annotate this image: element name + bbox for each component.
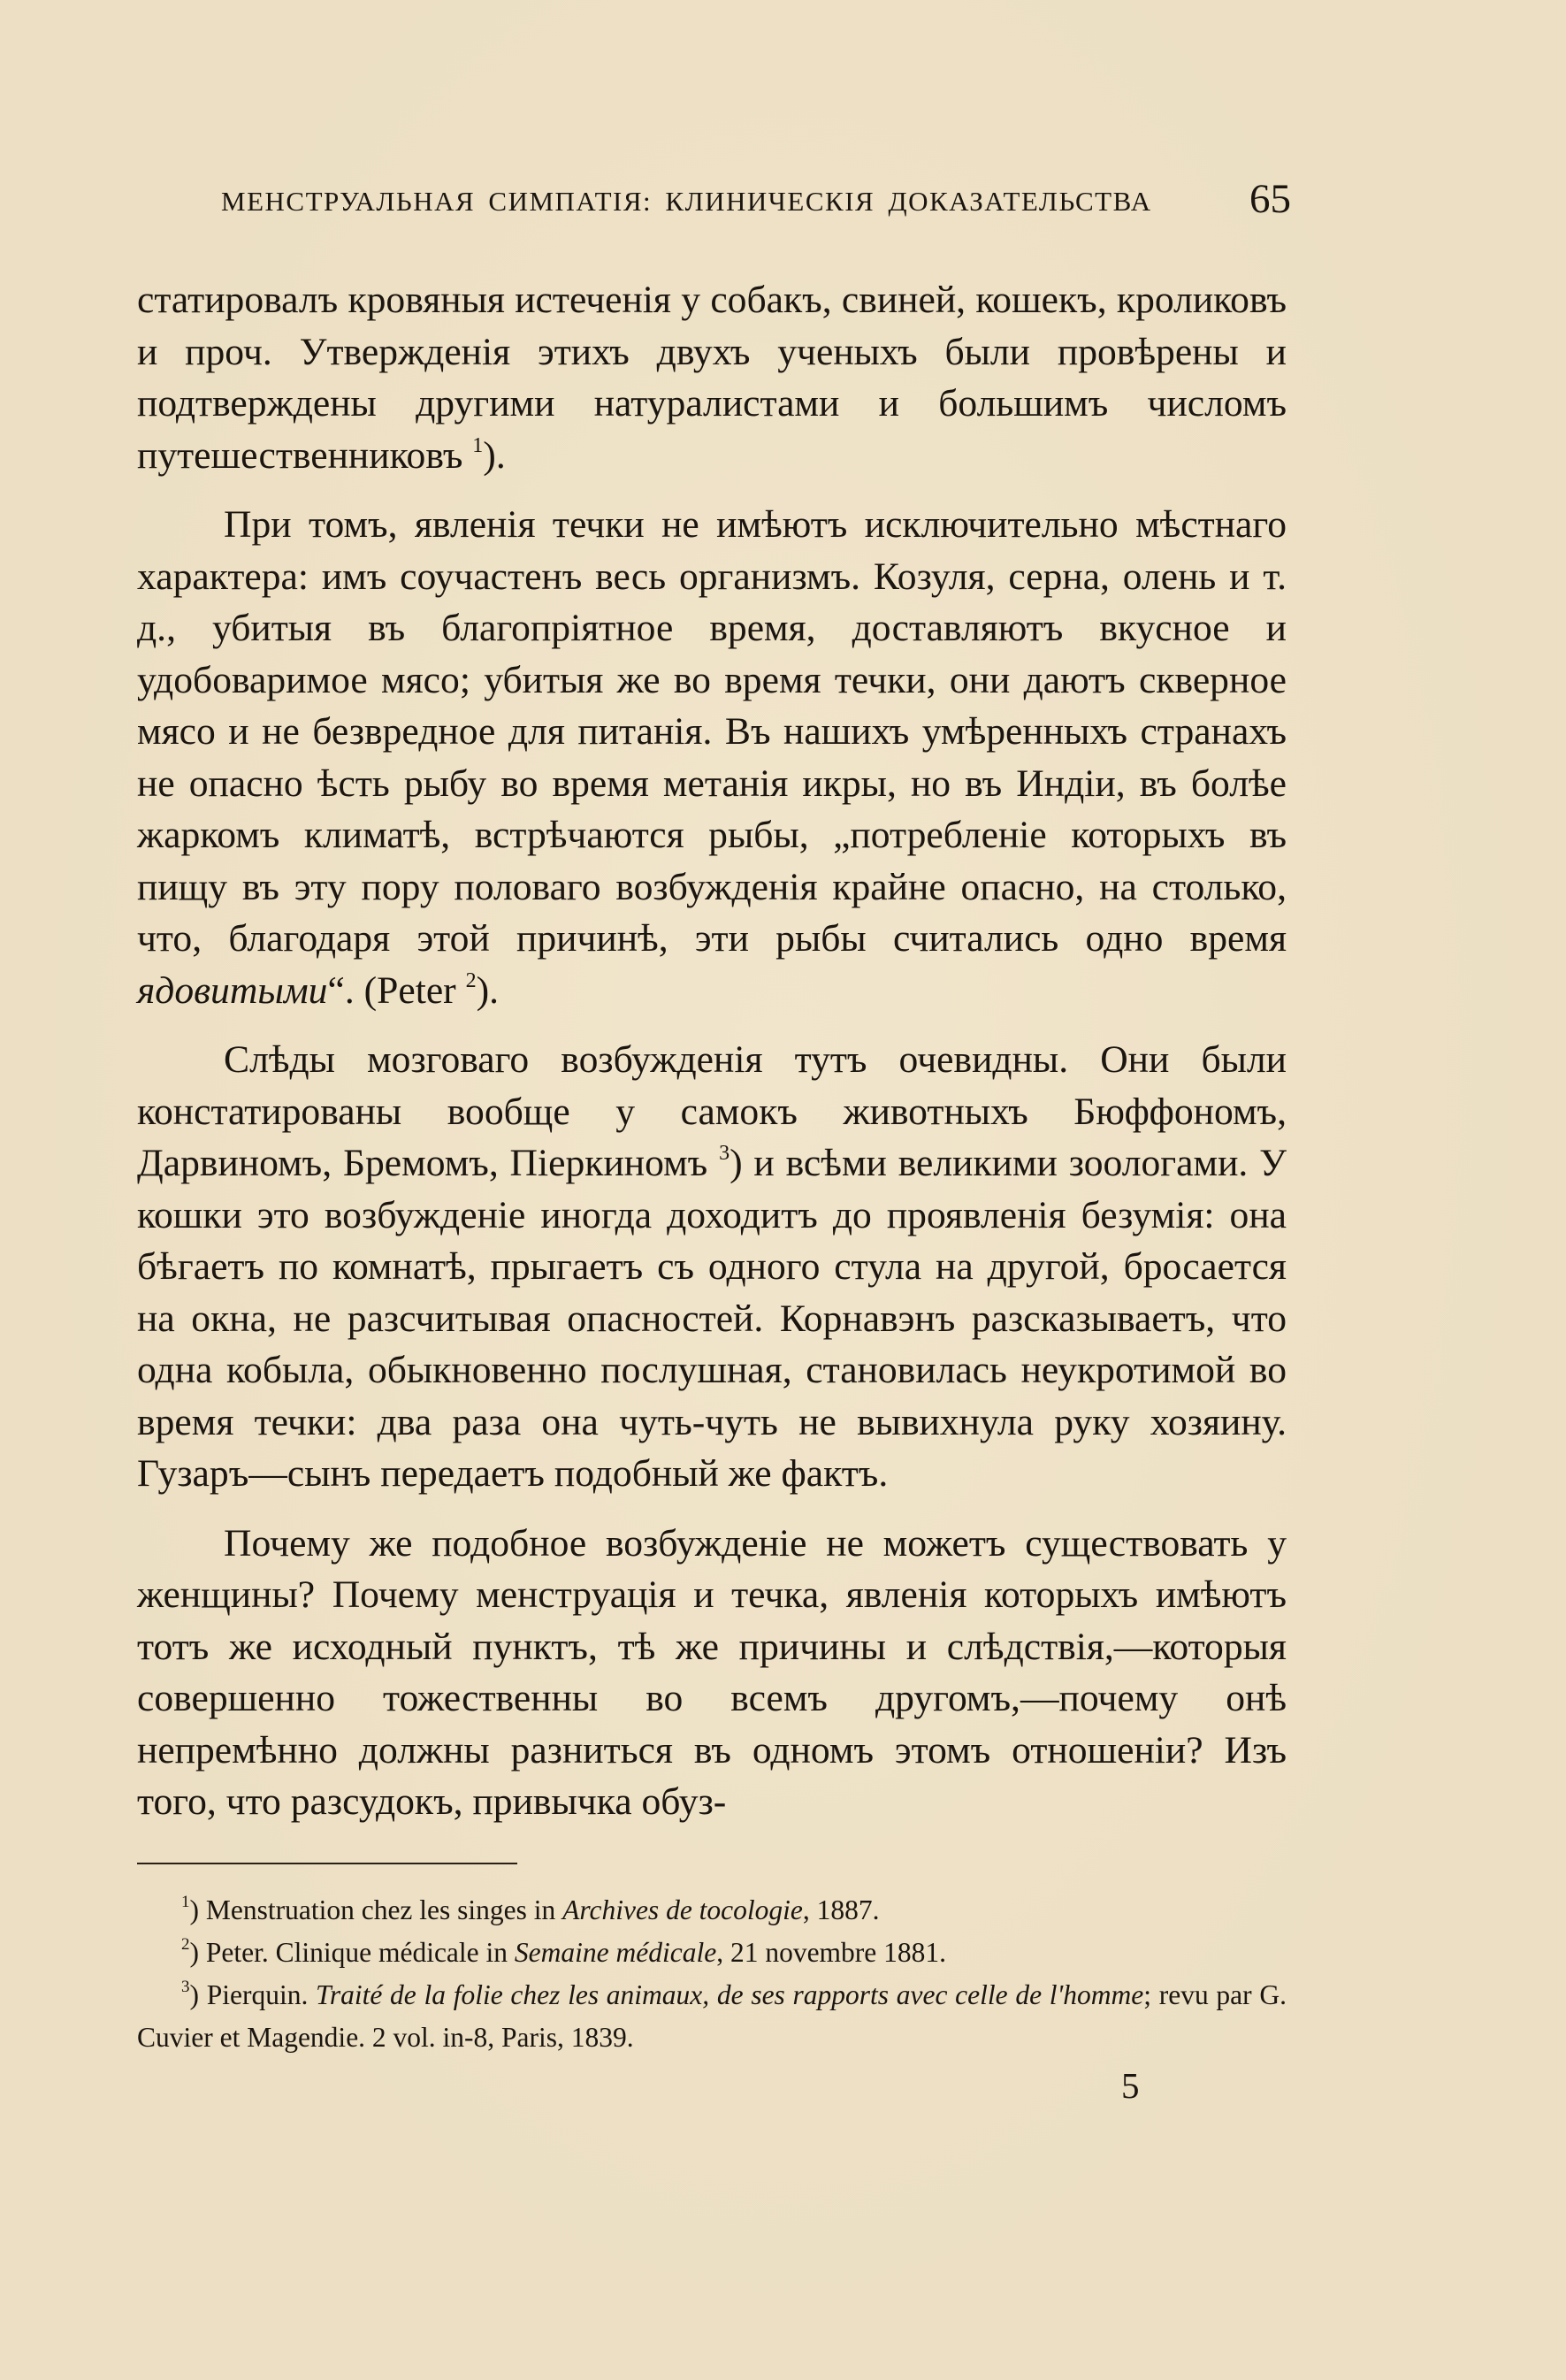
footnote-3-text-a: ) Pierquin. — [189, 1979, 317, 2010]
footnote-3 — [137, 1974, 1287, 2059]
footnote-ref-1: 1 — [472, 433, 484, 457]
paragraph-3-text-b: ) и всѣми великими зоологами. У кошки это возбужденіе иногда доходитъ до проявленія безумія: она бѣгаетъ по комнатѣ, прыгаетъ съ одного стула на другой, бросается на окна, не разсчитывая опасностей. Корнавэнъ разсказываетъ, что одна кобыла, обыкновенно послушная, становилась неукротимой во время течки: два раза она чуть-чуть не вывихнула руку хозяину. Гузаръ—сынъ передаетъ подобный же фактъ. — [137, 1142, 1287, 1495]
paragraph-2 — [137, 499, 1287, 1016]
footnote-2 — [137, 1932, 1287, 1974]
footnote-3-number: 3 — [181, 1978, 190, 1996]
footnote-rule — [137, 1863, 517, 1864]
running-title: МЕНСТРУАЛЬНАЯ СИМПАТІЯ: КЛИНИЧЕСКІЯ ДОКАЗАТЕЛЬСТВА — [221, 186, 1152, 217]
footnote-2-number: 2 — [181, 1935, 190, 1954]
page-number: 65 — [1249, 176, 1291, 222]
footnotes — [137, 1889, 1287, 2059]
footnote-ref-2: 2 — [465, 968, 477, 992]
paragraph-2-end: ). — [476, 968, 500, 1012]
footnote-2-text-b: , 21 novembre 1881. — [716, 1937, 947, 1968]
footnote-1-italic: Archives de tocologie — [562, 1894, 803, 1925]
paragraph-4 — [137, 1518, 1287, 1828]
paragraph-2-italic: ядовитыми — [137, 968, 328, 1012]
body-text — [137, 274, 1287, 1828]
footnote-2-text-a: ) Peter. Clinique médicale in — [189, 1937, 515, 1968]
paragraph-1-end: ). — [483, 433, 506, 477]
paragraph-1-text: статировалъ кровяныя истеченія у собакъ, свиней, кошекъ, кроликовъ и проч. Утвержденія этихъ двухъ ученыхъ были провѣрены и подтверждены другими натуралистами и большимъ числомъ путешественниковъ — [137, 279, 1287, 477]
footnote-ref-3: 3 — [719, 1142, 730, 1165]
footnote-1 — [137, 1889, 1287, 1932]
paragraph-2-text-a: При томъ, явленія течки не имѣютъ исключительно мѣстнаго характера: имъ соучастенъ весь организмъ. Козуля, серна, олень и т. д., убитыя въ благопріятное время, доставляютъ вкусное и удобоваримое мясо; убитыя же во время течки, они даютъ скверное мясо и не безвредное для питанія. Въ нашихъ умѣренныхъ странахъ не опасно ѣсть рыбу во время метанія икры, но въ Индіи, въ болѣе жаркомъ климатѣ, встрѣчаются рыбы, „потребленіе которыхъ въ пищу въ эту пору половаго возбужденія крайне опасно, на столько, что, благодаря этой причинѣ, эти рыбы считались одно время — [137, 503, 1287, 960]
page-header — [190, 175, 1291, 237]
paragraph-3 — [137, 1034, 1287, 1500]
footnote-1-number: 1 — [181, 1893, 190, 1911]
paragraph-1 — [137, 274, 1287, 481]
footnote-1-text-b: , 1887. — [802, 1894, 880, 1925]
signature-mark: 5 — [1121, 2065, 1140, 2106]
footnote-2-italic: Semaine médicale — [514, 1937, 717, 1968]
footnote-3-italic: Traité de la folie chez les animaux, de ses rapports avec celle de l'homme — [316, 1979, 1144, 2010]
paragraph-3-text-a: Слѣды мозговаго возбужденія тутъ очевидны. Они были констатированы вообще у самокъ животныхъ Бюффономъ, Дарвиномъ, Бремомъ, Піеркиномъ — [137, 1038, 1287, 1184]
paragraph-2-text-b: “. (Peter — [327, 968, 466, 1012]
footnote-1-text-a: ) Menstruation chez les singes in — [189, 1894, 563, 1925]
paragraph-4-text: Почему же подобное возбужденіе не можетъ существовать у женщины? Почему менструація и течка, явленія которыхъ имѣютъ тотъ же исходный пунктъ, тѣ же причины и слѣдствія,—которыя совершенно тожественны во всемъ другомъ,—почему онѣ непремѣнно должны разниться въ одномъ этомъ отношеніи? Изъ того, что разсудокъ, привычка обуз- — [137, 1521, 1287, 1823]
footnote-3-text-b: ; revu par G. Cuvier et Magendie. 2 vol. in-8, Paris, 1839. — [137, 1979, 1287, 2053]
